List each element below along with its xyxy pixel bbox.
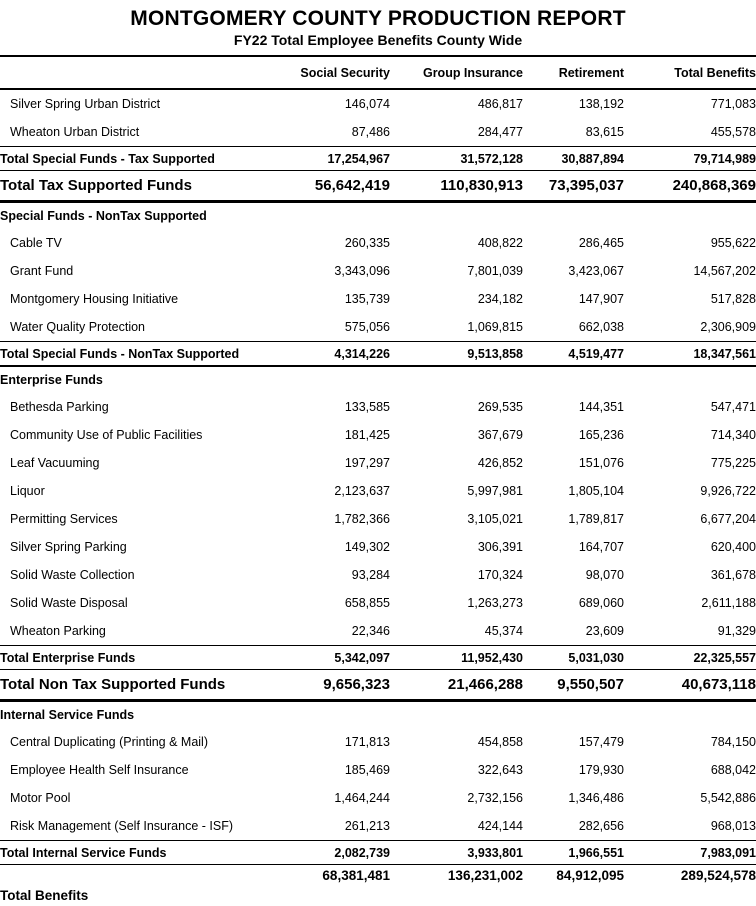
row-value: 517,828 bbox=[710, 292, 756, 306]
row-value: 5,997,981 bbox=[467, 484, 523, 498]
row-value: 284,477 bbox=[477, 125, 523, 139]
row-label: Wheaton Urban District bbox=[10, 125, 140, 139]
row-value: 688,042 bbox=[710, 763, 756, 777]
row-value bbox=[390, 701, 523, 729]
row-label: Enterprise Funds bbox=[0, 373, 103, 387]
row-value: 9,550,507 bbox=[523, 670, 624, 701]
row-value: 185,469 bbox=[344, 763, 390, 777]
table-row bbox=[0, 617, 756, 646]
row-value: 4,314,226 bbox=[290, 342, 390, 367]
row-value: 23,609 bbox=[585, 624, 624, 638]
table-row bbox=[0, 505, 756, 533]
row-label: Risk Management (Self Insurance - ISF) bbox=[10, 819, 233, 833]
table-row bbox=[0, 812, 756, 841]
row-value: 662,038 bbox=[578, 320, 624, 334]
row-label: Montgomery Housing Initiative bbox=[10, 292, 179, 306]
row-value: 367,679 bbox=[477, 428, 523, 442]
row-value: 151,076 bbox=[578, 456, 624, 470]
row-value: 3,933,801 bbox=[390, 841, 523, 865]
row-value bbox=[624, 202, 756, 230]
row-value: 1,966,551 bbox=[523, 841, 624, 865]
table-row bbox=[0, 728, 756, 756]
row-label: Liquor bbox=[10, 484, 45, 498]
row-value: 146,074 bbox=[344, 97, 390, 111]
row-label: Motor Pool bbox=[10, 791, 71, 805]
row-value: 73,395,037 bbox=[523, 171, 624, 202]
row-value: 620,400 bbox=[710, 540, 756, 554]
row-value bbox=[624, 366, 756, 393]
row-label: Leaf Vacuuming bbox=[10, 456, 100, 470]
row-value: 9,513,858 bbox=[390, 342, 523, 367]
row-value: 5,031,030 bbox=[523, 646, 624, 670]
row-value: 2,123,637 bbox=[334, 484, 390, 498]
row-value: 14,567,202 bbox=[693, 264, 756, 278]
row-value: 179,930 bbox=[578, 763, 624, 777]
row-label: Silver Spring Parking bbox=[10, 540, 127, 554]
row-value: 83,615 bbox=[585, 125, 624, 139]
row-value: 1,805,104 bbox=[568, 484, 624, 498]
row-value: 171,813 bbox=[344, 735, 390, 749]
row-label: Grant Fund bbox=[10, 264, 74, 278]
table-row bbox=[0, 701, 756, 729]
row-value: 149,302 bbox=[344, 540, 390, 554]
row-value: 197,297 bbox=[344, 456, 390, 470]
table-row bbox=[0, 171, 756, 202]
row-value: 408,822 bbox=[477, 236, 523, 250]
row-value: 1,346,486 bbox=[568, 791, 624, 805]
row-value: 22,325,557 bbox=[624, 646, 756, 670]
row-value: 6,677,204 bbox=[700, 512, 756, 526]
row-value: 1,782,366 bbox=[334, 512, 390, 526]
row-value: 689,060 bbox=[578, 596, 624, 610]
row-label: Employee Health Self Insurance bbox=[10, 763, 189, 777]
table-row bbox=[0, 89, 756, 118]
column-header-retirement: Retirement bbox=[523, 56, 624, 89]
table-row bbox=[0, 646, 756, 670]
page-subtitle: FY22 Total Employee Benefits County Wide bbox=[233, 32, 523, 48]
row-value: 136,231,002 bbox=[390, 865, 523, 906]
row-value: 79,714,989 bbox=[624, 147, 756, 171]
column-header-social-security: Social Security bbox=[290, 56, 390, 89]
table-row bbox=[0, 285, 756, 313]
row-value: 21,466,288 bbox=[390, 670, 523, 701]
row-value: 3,105,021 bbox=[467, 512, 523, 526]
row-value: 93,284 bbox=[351, 568, 390, 582]
row-value: 18,347,561 bbox=[624, 342, 756, 367]
table-row bbox=[0, 841, 756, 865]
row-label: Total Benefits bbox=[0, 865, 290, 906]
row-label: Special Funds - NonTax Supported bbox=[0, 209, 207, 223]
row-label: Total Special Funds - NonTax Supported bbox=[0, 342, 290, 367]
row-label: Bethesda Parking bbox=[10, 400, 109, 414]
table-row bbox=[0, 670, 756, 701]
row-value: 968,013 bbox=[710, 819, 756, 833]
table-row bbox=[0, 147, 756, 171]
row-value: 426,852 bbox=[477, 456, 523, 470]
row-value: 575,056 bbox=[344, 320, 390, 334]
row-value: 5,542,886 bbox=[700, 791, 756, 805]
column-header-blank bbox=[0, 56, 290, 89]
row-value bbox=[290, 366, 390, 393]
row-value: 84,912,095 bbox=[523, 865, 624, 906]
table-body bbox=[0, 89, 756, 906]
row-value: 11,952,430 bbox=[390, 646, 523, 670]
row-value: 170,324 bbox=[477, 568, 523, 582]
row-value: 2,306,909 bbox=[700, 320, 756, 334]
row-value: 424,144 bbox=[477, 819, 523, 833]
table-row bbox=[0, 784, 756, 812]
row-value: 4,519,477 bbox=[523, 342, 624, 367]
row-value: 138,192 bbox=[578, 97, 624, 111]
column-header-total-benefits: Total Benefits bbox=[624, 56, 756, 89]
row-value: 286,465 bbox=[578, 236, 624, 250]
page-title: MONTGOMERY COUNTY PRODUCTION REPORT bbox=[130, 7, 626, 30]
row-value: 144,351 bbox=[578, 400, 624, 414]
row-value: 5,342,097 bbox=[290, 646, 390, 670]
row-value: 1,069,815 bbox=[467, 320, 523, 334]
row-value: 9,926,722 bbox=[700, 484, 756, 498]
row-value: 68,381,481 bbox=[290, 865, 390, 906]
row-value: 361,678 bbox=[710, 568, 756, 582]
row-value: 784,150 bbox=[710, 735, 756, 749]
table-row bbox=[0, 533, 756, 561]
row-label: Total Internal Service Funds bbox=[0, 841, 290, 865]
row-label: Cable TV bbox=[10, 236, 62, 250]
row-value: 455,578 bbox=[710, 125, 756, 139]
row-value: 3,343,096 bbox=[334, 264, 390, 278]
row-value: 98,070 bbox=[585, 568, 624, 582]
row-value: 234,182 bbox=[477, 292, 523, 306]
row-value: 486,817 bbox=[477, 97, 523, 111]
row-value: 3,423,067 bbox=[568, 264, 624, 278]
table-row bbox=[0, 118, 756, 147]
row-value: 91,329 bbox=[717, 624, 756, 638]
row-label: Permitting Services bbox=[10, 512, 118, 526]
row-value bbox=[390, 202, 523, 230]
table-row bbox=[0, 477, 756, 505]
row-value: 17,254,967 bbox=[290, 147, 390, 171]
row-label: Total Non Tax Supported Funds bbox=[0, 670, 290, 701]
row-value: 240,868,369 bbox=[624, 171, 756, 202]
row-value: 181,425 bbox=[344, 428, 390, 442]
row-label: Wheaton Parking bbox=[10, 624, 106, 638]
row-value: 147,907 bbox=[578, 292, 624, 306]
row-value: 110,830,913 bbox=[390, 171, 523, 202]
row-value: 2,611,188 bbox=[701, 596, 756, 610]
row-label: Internal Service Funds bbox=[0, 708, 135, 722]
table-row bbox=[0, 449, 756, 477]
row-value: 658,855 bbox=[344, 596, 390, 610]
row-value: 955,622 bbox=[710, 236, 756, 250]
row-value: 9,656,323 bbox=[290, 670, 390, 701]
row-value: 306,391 bbox=[477, 540, 523, 554]
row-label: Total Tax Supported Funds bbox=[0, 171, 290, 202]
row-value bbox=[624, 701, 756, 729]
row-label: Solid Waste Collection bbox=[10, 568, 135, 582]
row-value bbox=[523, 366, 624, 393]
table-row bbox=[0, 257, 756, 285]
row-value: 22,346 bbox=[351, 624, 390, 638]
table-row bbox=[0, 342, 756, 367]
column-header-row bbox=[0, 56, 756, 89]
row-value: 40,673,118 bbox=[624, 670, 756, 701]
row-value: 269,535 bbox=[477, 400, 523, 414]
table-row bbox=[0, 865, 756, 906]
row-label: Water Quality Protection bbox=[10, 320, 146, 334]
row-value: 282,656 bbox=[578, 819, 624, 833]
table-row bbox=[0, 421, 756, 449]
row-value: 261,213 bbox=[344, 819, 390, 833]
row-value: 164,707 bbox=[578, 540, 624, 554]
row-label: Total Enterprise Funds bbox=[0, 646, 290, 670]
table-row bbox=[0, 589, 756, 617]
row-label: Solid Waste Disposal bbox=[10, 596, 128, 610]
row-value: 547,471 bbox=[710, 400, 756, 414]
row-value: 135,739 bbox=[344, 292, 390, 306]
row-value: 165,236 bbox=[578, 428, 624, 442]
row-value: 289,524,578 bbox=[624, 865, 756, 906]
row-value: 714,340 bbox=[710, 428, 756, 442]
row-value: 7,983,091 bbox=[624, 841, 756, 865]
row-value bbox=[390, 366, 523, 393]
row-value: 2,082,739 bbox=[290, 841, 390, 865]
row-value: 7,801,039 bbox=[467, 264, 523, 278]
row-value: 454,858 bbox=[477, 735, 523, 749]
row-label: Total Special Funds - Tax Supported bbox=[0, 147, 290, 171]
row-value: 157,479 bbox=[578, 735, 624, 749]
row-value: 771,083 bbox=[710, 97, 756, 111]
row-value: 322,643 bbox=[477, 763, 523, 777]
row-value bbox=[523, 701, 624, 729]
table-row bbox=[0, 366, 756, 393]
row-value: 133,585 bbox=[344, 400, 390, 414]
table-row bbox=[0, 393, 756, 421]
row-label: Silver Spring Urban District bbox=[10, 97, 161, 111]
row-value: 260,335 bbox=[344, 236, 390, 250]
row-value: 1,263,273 bbox=[467, 596, 523, 610]
table-row bbox=[0, 229, 756, 257]
benefits-table bbox=[0, 55, 756, 906]
row-label: Community Use of Public Facilities bbox=[10, 428, 203, 442]
table-row bbox=[0, 561, 756, 589]
table-row bbox=[0, 313, 756, 342]
row-label: Central Duplicating (Printing & Mail) bbox=[10, 735, 208, 749]
column-header-group-insurance: Group Insurance bbox=[390, 56, 523, 89]
row-value: 45,374 bbox=[484, 624, 523, 638]
row-value: 87,486 bbox=[351, 125, 390, 139]
row-value: 30,887,894 bbox=[523, 147, 624, 171]
row-value: 775,225 bbox=[710, 456, 756, 470]
table-row bbox=[0, 202, 756, 230]
row-value: 31,572,128 bbox=[390, 147, 523, 171]
row-value: 56,642,419 bbox=[290, 171, 390, 202]
row-value bbox=[523, 202, 624, 230]
table-row bbox=[0, 756, 756, 784]
row-value: 1,464,244 bbox=[334, 791, 390, 805]
row-value: 2,732,156 bbox=[467, 791, 523, 805]
row-value: 1,789,817 bbox=[568, 512, 624, 526]
row-value bbox=[290, 202, 390, 230]
row-value bbox=[290, 701, 390, 729]
